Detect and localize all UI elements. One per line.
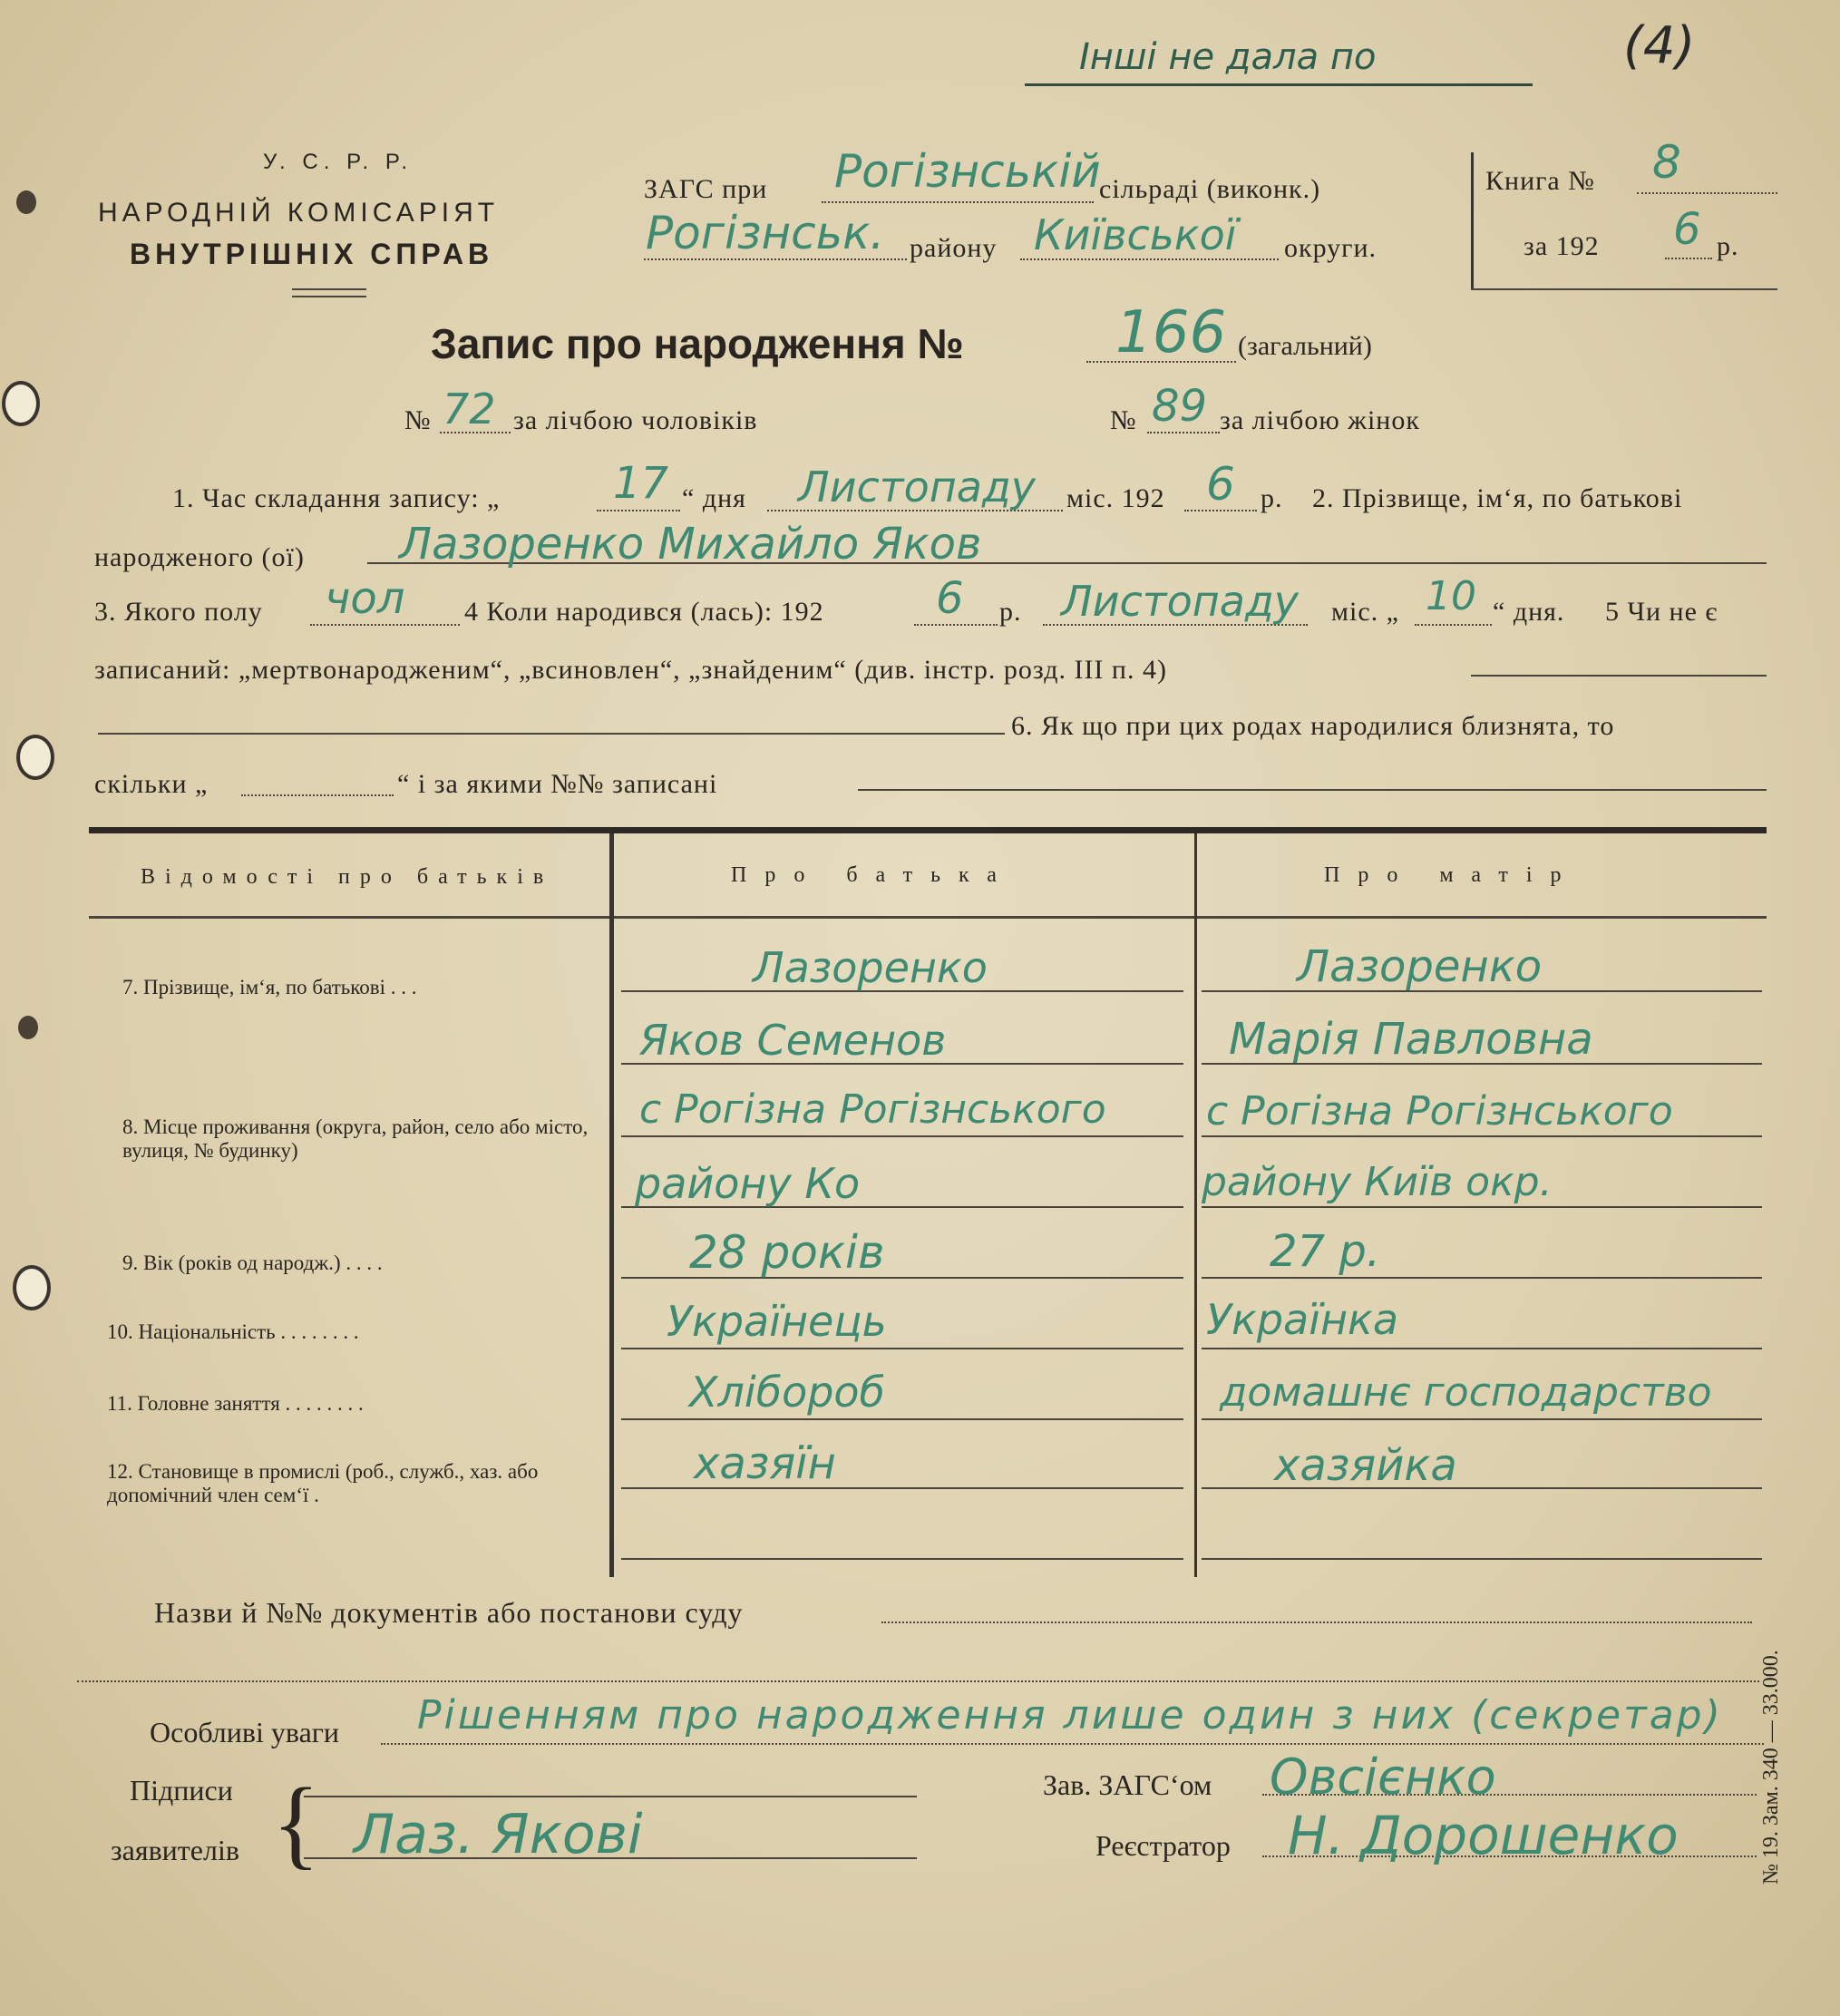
male-prefix: №: [404, 405, 432, 435]
table-top-rule: [89, 827, 1767, 833]
row-label: 8. Місце проживання (округа, район, село або місто, вулиця, № будинку): [122, 1115, 589, 1162]
row-line: [1202, 1418, 1762, 1420]
top-note-underline: [1025, 83, 1533, 86]
female-number: 89: [1152, 381, 1208, 432]
docs-line: [881, 1622, 1752, 1623]
f5-line-2: [98, 733, 1005, 735]
f4-mis: міс. „: [1331, 597, 1399, 627]
f1-day-line: [597, 510, 680, 511]
mother-value: 27 р.: [1270, 1226, 1381, 1277]
f6-label-2a: скільки „: [94, 769, 209, 799]
row-label: 12. Становище в промислі (роб., служб., хаз. або допомічний член сем‘ї .: [107, 1460, 539, 1506]
head-label: Зав. ЗАГС‘ом: [1043, 1768, 1212, 1801]
row-label: 10. Національність . . . . . . . .: [107, 1320, 359, 1343]
f4-r: р.: [999, 597, 1022, 627]
mother-value: с Рогізна Рогізнського: [1206, 1088, 1673, 1135]
page-stain: [18, 1016, 38, 1039]
ussr-label: У. С. Р. Р.: [263, 150, 414, 174]
table-header-rule: [89, 916, 1767, 919]
f6-label-2b: “ і за якими №№ записані: [397, 769, 718, 799]
f4-year-line: [914, 624, 998, 626]
male-number: 72: [443, 385, 496, 433]
f5-line: [1471, 675, 1767, 677]
docs-line-2: [77, 1680, 1759, 1682]
registrar-label: Реєстратор: [1095, 1829, 1231, 1862]
f4-day: 10: [1426, 573, 1476, 619]
punch-hole: [16, 735, 54, 780]
mother-value: домашнє господарство: [1220, 1369, 1712, 1416]
father-value: Хлібороб: [689, 1368, 885, 1417]
book-year-value: 6: [1673, 204, 1701, 255]
row-line: [621, 1418, 1183, 1420]
book-box-left: [1471, 152, 1474, 290]
punch-hole: [2, 381, 40, 426]
row-line: [1202, 1348, 1762, 1349]
district-value: Рогізнськ.: [646, 207, 885, 259]
record-number-suffix: (загальний): [1238, 331, 1372, 361]
row-line: [621, 1135, 1183, 1137]
district-label: району: [910, 233, 998, 263]
f3-line: [310, 624, 460, 626]
father-value: хазяїн: [694, 1438, 836, 1489]
f3-value: чол: [325, 573, 405, 624]
applicant-signature: Лаз. Якові: [354, 1803, 643, 1866]
f1-year: 6: [1206, 458, 1235, 511]
row-line: [1202, 1206, 1762, 1208]
corner-note: (4): [1623, 16, 1696, 75]
father-value: 28 років: [689, 1226, 885, 1279]
mother-value: Українка: [1206, 1295, 1399, 1344]
commissariat-label: НАРОДНІЙ КОМІСАРІЯТ: [98, 198, 500, 228]
col-header-father: Про батька: [731, 863, 1015, 887]
father-value: с Рогізна Рогізнського: [639, 1086, 1106, 1133]
f4-year: 6: [936, 573, 964, 624]
table-col-divider: [609, 833, 614, 1577]
female-label: за лічбою жінок: [1220, 405, 1420, 435]
row-line: [621, 1348, 1183, 1349]
f2-label-2: народженого (ої): [94, 542, 305, 572]
row-label: 9. Вік (років од народж.) . . . .: [122, 1251, 383, 1274]
f4-day-suffix: “ дня.: [1493, 597, 1565, 627]
col-header-mother: Про матір: [1324, 863, 1580, 887]
row-line: [1202, 1558, 1762, 1560]
f2-label: 2. Прізвище, ім‘я, по батькові: [1312, 483, 1683, 513]
record-title: Запис про народження №: [431, 320, 964, 367]
print-order-note: № 19. Зам. 340 — 33.000.: [1759, 1650, 1783, 1885]
father-value: Яков Семенов: [639, 1016, 947, 1065]
table-col-divider: [1194, 833, 1197, 1577]
signature-brace: {: [272, 1768, 320, 1878]
header-rule: [292, 288, 366, 290]
applicants-label: заявителів: [111, 1834, 239, 1866]
book-box-bottom: [1471, 288, 1777, 290]
f1-day: 17: [613, 458, 669, 509]
zags-line: [822, 201, 1094, 203]
signatures-label: Підписи: [130, 1774, 233, 1807]
top-note: Інші не дала по: [1079, 36, 1377, 78]
record-number: 166: [1115, 299, 1227, 366]
zags-value: Рогізнській: [834, 145, 1101, 198]
department-label: ВНУТРІШНІХ СПРАВ: [130, 238, 494, 270]
remarks-value: Рішенням про народження лише один з них (секретар): [417, 1692, 1723, 1738]
male-label: за лічбою чоловіків: [513, 405, 758, 435]
female-prefix: №: [1110, 405, 1137, 435]
row-line: [621, 1558, 1183, 1560]
mother-value: Лазоренко: [1297, 941, 1543, 992]
f6-line: [858, 789, 1767, 791]
applicant-sign-line: [304, 1796, 917, 1797]
col-header-parents: Відомості про батьків: [141, 865, 554, 889]
f4-label: 4 Коли народився (лась): 192: [464, 597, 824, 627]
father-value: району Ко: [635, 1159, 861, 1208]
f4-day-line: [1415, 624, 1492, 626]
book-value: 8: [1652, 136, 1681, 189]
header-rule: [292, 296, 366, 297]
remarks-line: [381, 1743, 1764, 1745]
village-label: сільраді (виконк.): [1099, 174, 1321, 204]
row-label: 7. Прізвище, ім‘я, по батькові . . .: [122, 976, 417, 998]
registrar-signature: Н. Дорошенко: [1288, 1805, 1679, 1866]
docs-label: Назви й №№ документів або постанови суду: [154, 1596, 744, 1629]
head-signature: Овсієнко: [1270, 1748, 1496, 1806]
row-line: [1202, 1135, 1762, 1137]
book-label: Книга №: [1485, 166, 1595, 196]
father-value: Лазоренко: [753, 943, 988, 992]
female-number-line: [1147, 432, 1220, 433]
f5-label-2: записаний: „мертвонародженим“, „всиновлен“, „знайденим“ (див. інстр. розд. III п. 4): [94, 655, 1167, 685]
row-label: 11. Головне заняття . . . . . . . .: [107, 1392, 364, 1415]
f2-value: Лазоренко Михайло Яков: [399, 519, 982, 570]
f1-mis: міс. 192: [1066, 483, 1165, 513]
f4-month: Листопаду: [1061, 577, 1300, 626]
okrug-value: Київської: [1034, 210, 1237, 259]
book-line: [1637, 192, 1777, 194]
okrug-label: округи.: [1284, 233, 1378, 263]
mother-value: Марія Павловна: [1229, 1014, 1593, 1065]
zags-label: ЗАГС при: [644, 174, 768, 204]
f1-r: р.: [1261, 483, 1283, 513]
punch-hole: [13, 1265, 51, 1310]
father-value: Українець: [667, 1297, 887, 1346]
book-year-label: за 192: [1524, 231, 1600, 261]
remarks-label: Особливі уваги: [150, 1716, 340, 1748]
mother-value: хазяйка: [1274, 1440, 1457, 1491]
f1-day-suffix: “ дня: [682, 483, 746, 513]
book-year-line: [1665, 258, 1712, 259]
f3-label: 3. Якого полу: [94, 597, 263, 627]
f1-month: Листопаду: [798, 463, 1037, 511]
row-line: [1202, 1277, 1762, 1279]
f5-label: 5 Чи не є: [1605, 597, 1718, 627]
f6-count-line: [241, 794, 394, 796]
book-year-suffix: р.: [1717, 231, 1739, 261]
f6-label: 6. Як що при цих родах народилися близнята, то: [1011, 711, 1615, 741]
page-stain: [16, 190, 36, 214]
mother-value: району Київ окр.: [1202, 1159, 1553, 1205]
f1-label: 1. Час складання запису: „: [172, 483, 501, 513]
